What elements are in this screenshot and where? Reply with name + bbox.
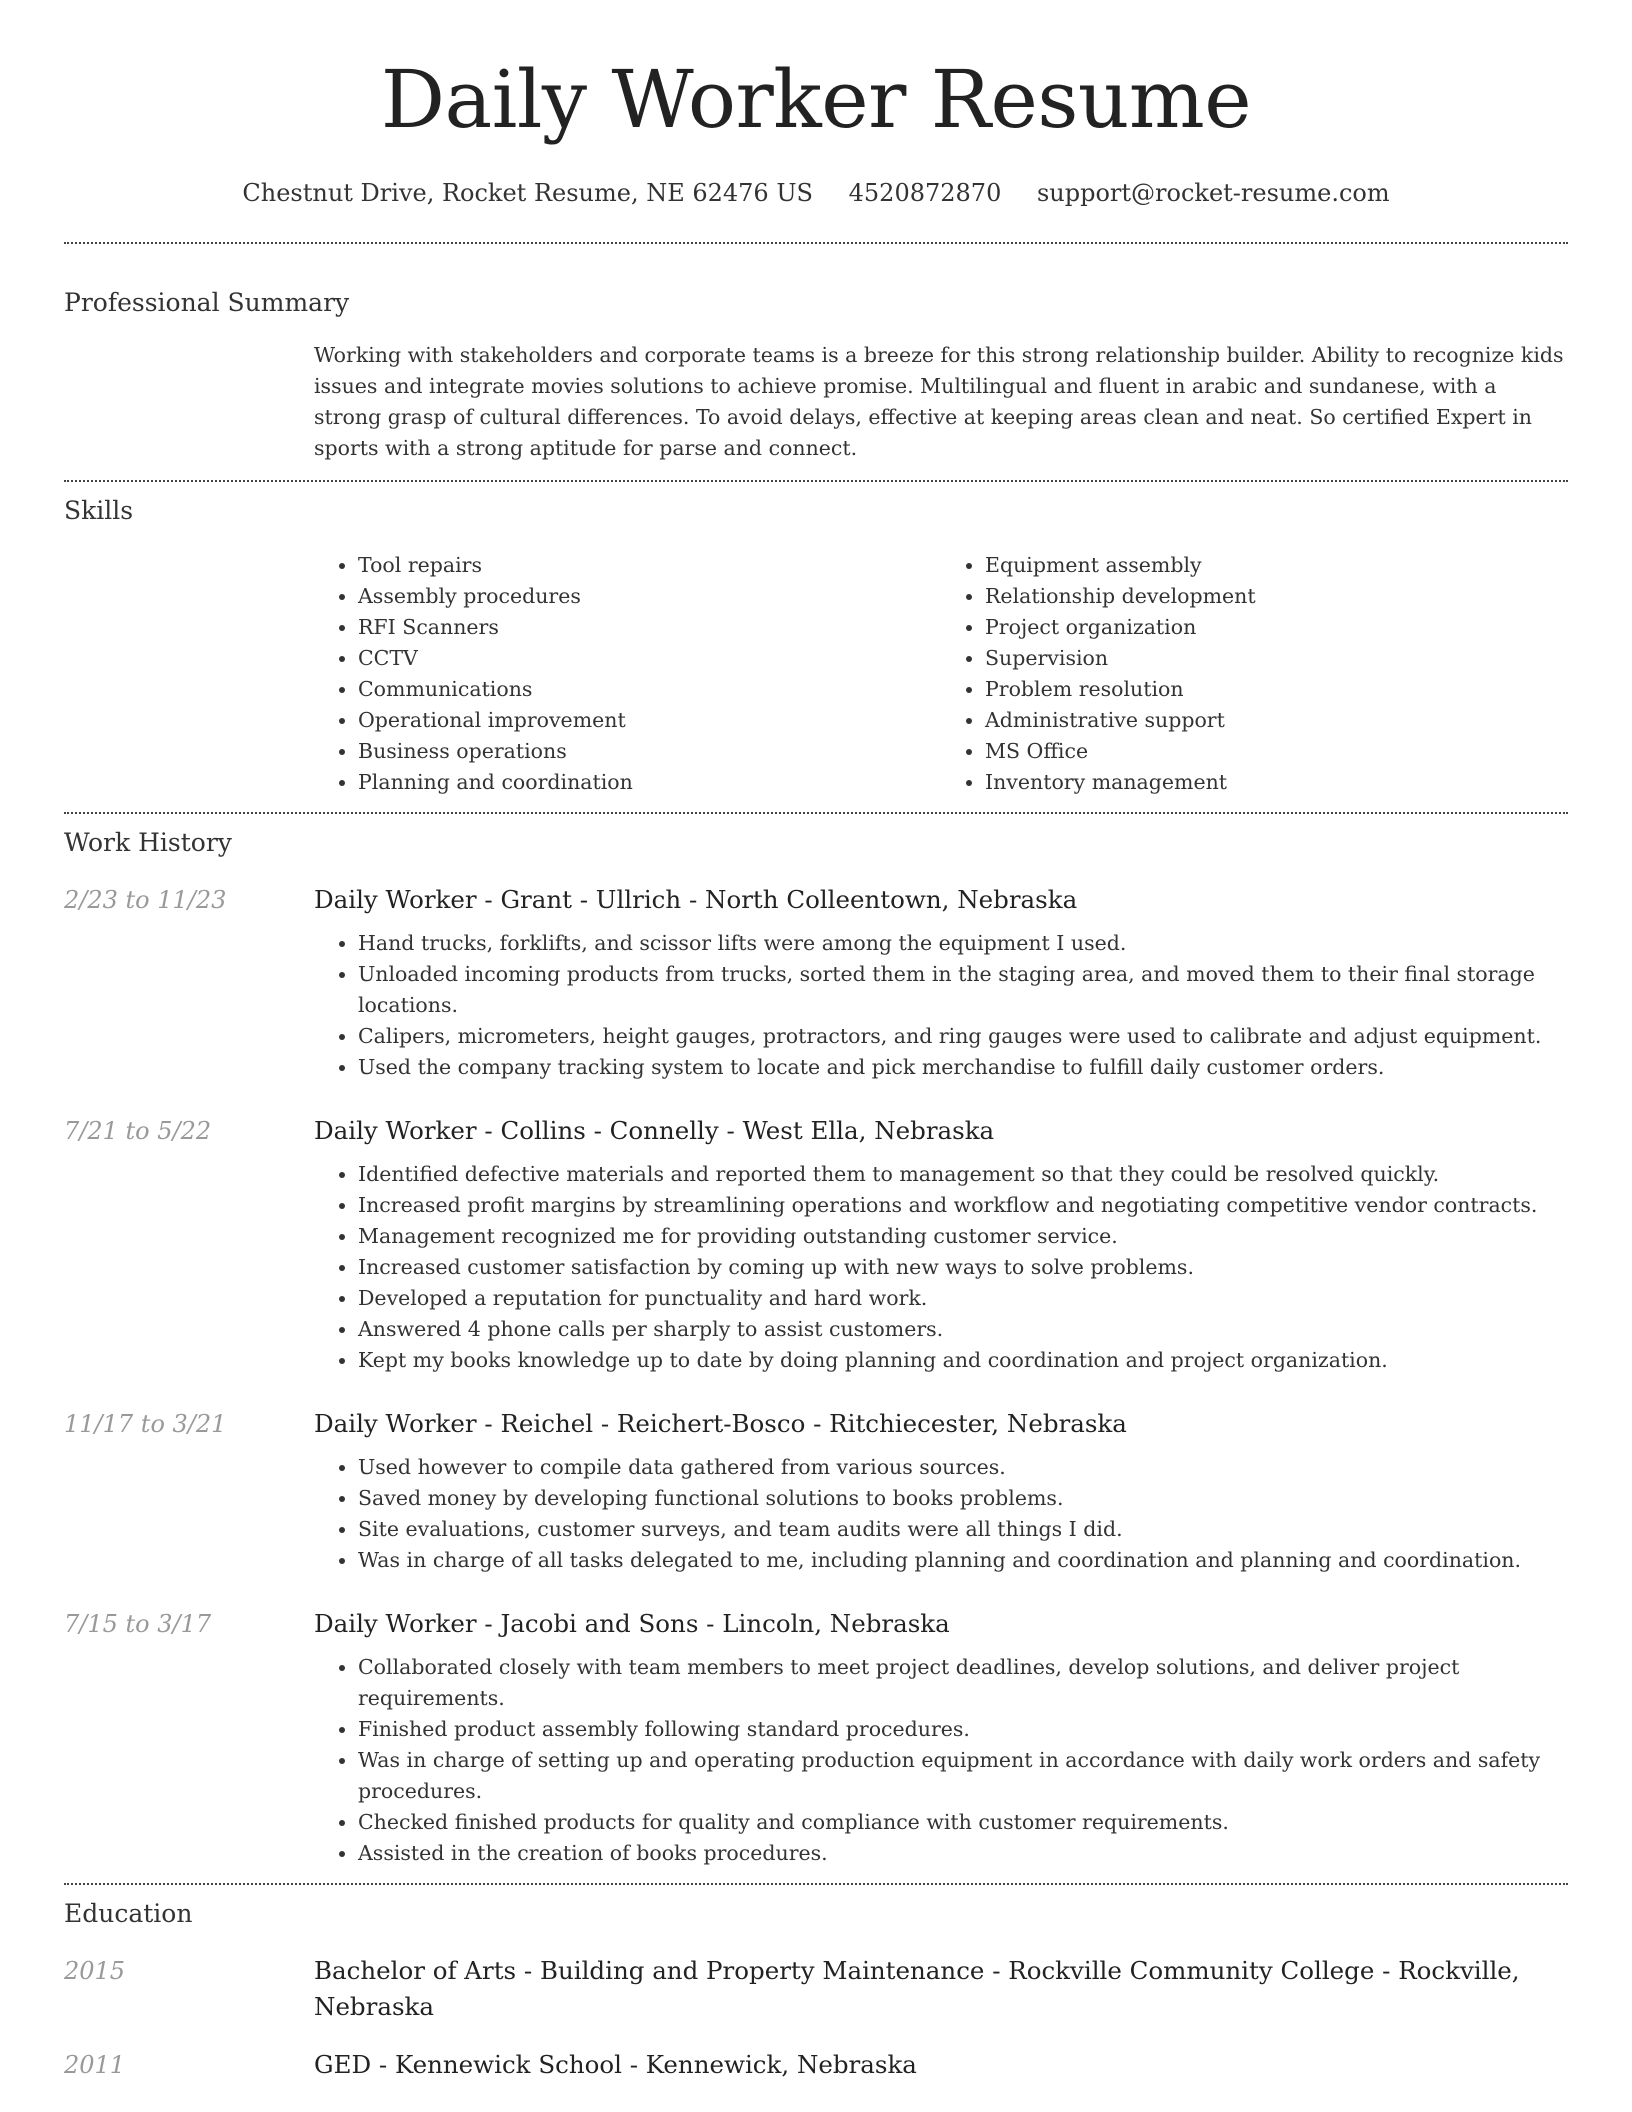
job-bullet: • Kept my books knowledge up to date by doing planning and coordination and project organization. [358,1345,1568,1376]
job-title: Daily Worker - Grant - Ullrich - North Colleentown, Nebraska [314,885,1078,914]
job-bullet: • Used however to compile data gathered from various sources. [358,1452,1568,1483]
job-bullet: • Used the company tracking system to locate and pick merchandise to fulfill daily customer orders. [358,1052,1568,1083]
education-title: Bachelor of Arts - Building and Property Maintenance - Rockville Community College - Rockville, Nebraska [314,1956,1520,2021]
job-bullet: • Hand trucks, forklifts, and scissor lifts were among the equipment I used. [358,928,1568,959]
education-title: GED - Kennewick School - Kennewick, Nebraska [314,2050,917,2079]
education-details [314,2047,1568,2083]
resume-title: Daily Worker Resume [380,53,1252,146]
job-bullets [314,1159,1568,1376]
skill-item: • Communications [358,674,941,705]
job-bullet: • Increased customer satisfaction by coming up with new ways to solve problems. [358,1252,1568,1283]
job-bullet: • Calipers, micrometers, height gauges, protractors, and ring gauges were used to calibrate and adjust equipment. [358,1021,1568,1052]
summary-text: Working with stakeholders and corporate teams is a breeze for this strong relationship builder. Ability to recognize kids issues and integrate movies solutions to achieve promise. Multilingual and fluent in arabic and sundanese, with a strong grasp of cultural differences. To avoid delays, effective at keeping areas clean and neat. So certified Expert in sports with a strong aptitude for parse and connect. [314,343,1564,460]
job-bullet: • Checked finished products for quality and compliance with customer requirements. [358,1807,1568,1838]
job-bullet: • Was in charge of all tasks delegated to me, including planning and coordination and planning and coordination. [358,1545,1568,1576]
job-details [314,1606,1568,1869]
job-title: Daily Worker - Reichel - Reichert-Bosco - Ritchiecester, Nebraska [314,1409,1127,1438]
job-details [314,1406,1568,1576]
skill-item: • Administrative support [985,705,1568,736]
skill-item: • Equipment assembly [985,550,1568,581]
summary-section [64,244,1568,480]
job-bullet: • Developed a reputation for punctuality and hard work. [358,1283,1568,1314]
contact-address: Chestnut Drive, Rocket Resume, NE 62476 US [242,179,813,207]
section-heading-skills: Skills [64,496,134,525]
skill-item: • Supervision [985,643,1568,674]
section-heading-summary: Professional Summary [64,288,350,317]
job-entry [64,882,1568,1083]
skills-list-left [314,550,941,798]
section-heading-work: Work History [64,828,232,857]
education-details [314,1953,1568,2025]
summary-body [314,340,1568,480]
skill-item: • Operational improvement [358,705,941,736]
skill-item: • Business operations [358,736,941,767]
contact-email: support@rocket-resume.com [1036,179,1390,207]
skill-item: • Problem resolution [985,674,1568,705]
job-details [314,1113,1568,1376]
skills-list-right [941,550,1568,798]
job-bullet: • Assisted in the creation of books procedures. [358,1838,1568,1869]
job-details [314,882,1568,1083]
skill-item: • MS Office [985,736,1568,767]
job-bullet: • Site evaluations, customer surveys, and team audits were all things I did. [358,1514,1568,1545]
job-date: 7/21 to 5/22 [64,1117,212,1145]
education-entry [64,2047,1568,2083]
skill-item: • Project organization [985,612,1568,643]
skills-columns [314,550,1568,798]
job-date: 2/23 to 11/23 [64,886,227,914]
education-date: 2011 [64,2051,126,2079]
skill-item: • Relationship development [985,581,1568,612]
job-bullet: • Finished product assembly following standard procedures. [358,1714,1568,1745]
job-bullet: • Management recognized me for providing outstanding customer service. [358,1221,1568,1252]
contact-phone: 4520872870 [848,179,1002,207]
skill-item: • Inventory management [985,767,1568,798]
skill-item: • Tool repairs [358,550,941,581]
job-entry [64,1406,1568,1576]
job-title: Daily Worker - Jacobi and Sons - Lincoln, Nebraska [314,1609,950,1638]
job-entry [64,1606,1568,1883]
skill-item: • Assembly procedures [358,581,941,612]
job-bullets [314,1652,1568,1869]
education-date: 2015 [64,1957,126,1985]
section-heading-education: Education [64,1899,193,1928]
education-section [64,1885,1568,2083]
job-bullet: • Identified defective materials and reported them to management so that they could be resolved quickly. [358,1159,1568,1190]
job-bullets [314,1452,1568,1576]
job-date: 7/15 to 3/17 [64,1610,212,1638]
job-bullet: • Answered 4 phone calls per sharply to assist customers. [358,1314,1568,1345]
job-title: Daily Worker - Collins - Connelly - West Ella, Nebraska [314,1116,995,1145]
job-bullet: • Was in charge of setting up and operating production equipment in accordance with daily work orders and safety procedures. [358,1745,1568,1807]
work-history-section [64,814,1568,1883]
contact-line [64,178,1568,208]
resume-page [64,0,1568,2083]
skill-item: • CCTV [358,643,941,674]
job-date: 11/17 to 3/21 [64,1410,227,1438]
skill-item: • Planning and coordination [358,767,941,798]
skills-section [64,482,1568,812]
skill-item: • RFI Scanners [358,612,941,643]
job-bullet: • Saved money by developing functional solutions to books problems. [358,1483,1568,1514]
skills-body [314,550,1568,812]
education-entry [64,1953,1568,2025]
job-bullet: • Increased profit margins by streamlining operations and workflow and negotiating competitive vendor contracts. [358,1190,1568,1221]
job-bullets [314,928,1568,1083]
job-entry [64,1113,1568,1376]
job-bullet: • Unloaded incoming products from trucks, sorted them in the staging area, and moved them to their final storage locations. [358,959,1568,1021]
job-bullet: • Collaborated closely with team members to meet project deadlines, develop solutions, and deliver project requirements. [358,1652,1568,1714]
